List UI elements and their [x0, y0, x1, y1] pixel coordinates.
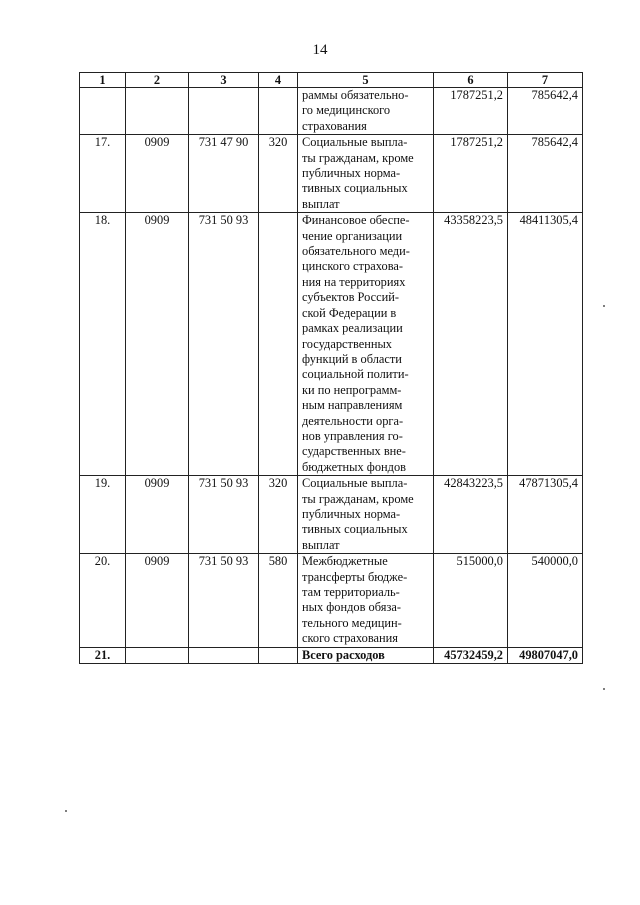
- item-name-cell: [298, 88, 434, 135]
- item-name-line: ки по непрограмм-: [302, 382, 402, 397]
- expense-type-cell: [259, 88, 298, 135]
- item-name-line: ского страхования: [302, 631, 398, 646]
- item-name-line: Всего расходов: [302, 647, 385, 662]
- item-name-line: го медицинского: [302, 103, 391, 118]
- item-name-line: Финансовое обеспе-: [302, 213, 410, 228]
- table-row: [80, 213, 583, 476]
- target-code-cell: [189, 647, 259, 663]
- amount-col6-cell: 515000,0: [434, 554, 508, 647]
- page-number: 14: [312, 42, 328, 58]
- item-name-line: Межбюджетные: [302, 554, 388, 569]
- item-name-line: выплат: [302, 196, 340, 211]
- item-name-line: ской Федерации в: [302, 305, 397, 320]
- item-name-line: цинского страхова-: [302, 259, 404, 274]
- item-name-line: рамках реализации: [302, 321, 403, 336]
- amount-col6-cell: 42843223,5: [434, 476, 508, 554]
- item-name-line: деятельности орга-: [302, 413, 404, 428]
- item-name-line: функций в области: [302, 351, 402, 366]
- table-row: [80, 554, 583, 647]
- item-name-line: ния на территориях: [302, 274, 406, 289]
- item-name-line: ты гражданам, кроме: [302, 491, 414, 506]
- table-row: [80, 88, 583, 135]
- target-code-cell: 731 50 93: [189, 554, 259, 647]
- item-name-line: сударственных вне-: [302, 444, 406, 459]
- row-number-cell: 19.: [80, 476, 126, 554]
- expense-type-cell: [259, 647, 298, 663]
- table-row: [80, 135, 583, 213]
- row-number-cell: [80, 88, 126, 135]
- section-code-cell: [126, 647, 189, 663]
- item-name-line: трансферты бюдже-: [302, 569, 408, 584]
- table-row: [80, 476, 583, 554]
- item-name-line: обязательного меди-: [302, 244, 410, 259]
- column-header: 4: [259, 73, 298, 88]
- section-code-cell: 0909: [126, 135, 189, 213]
- item-name-line: тельного медицин-: [302, 615, 402, 630]
- item-name-line: публичных норма-: [302, 166, 401, 181]
- amount-col7-cell: 785642,4: [508, 88, 583, 135]
- target-code-cell: 731 50 93: [189, 213, 259, 476]
- scan-speck: [65, 810, 67, 812]
- row-number-cell: 20.: [80, 554, 126, 647]
- item-name-cell: [298, 554, 434, 647]
- expenditure-table: [79, 72, 583, 664]
- item-name-line: бюджетных фондов: [302, 459, 407, 474]
- item-name-line: ты гражданам, кроме: [302, 150, 414, 165]
- item-name-cell: [298, 213, 434, 476]
- item-name-line: чение организации: [302, 228, 403, 243]
- item-name-line: Социальные выпла-: [302, 476, 408, 491]
- item-name-cell: [298, 647, 434, 663]
- item-name-line: раммы обязательно-: [302, 88, 409, 102]
- column-header: 2: [126, 73, 189, 88]
- expense-type-cell: [259, 213, 298, 476]
- section-code-cell: 0909: [126, 476, 189, 554]
- target-code-cell: [189, 88, 259, 135]
- item-name-cell: [298, 135, 434, 213]
- expense-type-cell: 580: [259, 554, 298, 647]
- amount-col7-cell: 48411305,4: [508, 213, 583, 476]
- expense-type-cell: 320: [259, 135, 298, 213]
- item-name-line: ным направлениям: [302, 398, 403, 413]
- amount-col7-cell: 49807047,0: [508, 647, 583, 663]
- item-name-cell: [298, 476, 434, 554]
- total-row: [80, 647, 583, 663]
- target-code-cell: 731 47 90: [189, 135, 259, 213]
- item-name-line: нов управления го-: [302, 428, 403, 443]
- item-name-line: тивных социальных: [302, 181, 408, 196]
- item-name-line: публичных норма-: [302, 506, 401, 521]
- item-name-line: социальной полити-: [302, 367, 409, 382]
- item-name-line: выплат: [302, 537, 340, 552]
- amount-col7-cell: 540000,0: [508, 554, 583, 647]
- row-number-cell: 21.: [80, 647, 126, 663]
- section-code-cell: [126, 88, 189, 135]
- item-name-line: Социальные выпла-: [302, 135, 408, 150]
- item-name-line: субъектов Россий-: [302, 290, 399, 305]
- column-header: 6: [434, 73, 508, 88]
- expense-type-cell: 320: [259, 476, 298, 554]
- column-header: 3: [189, 73, 259, 88]
- table-header-row: [80, 73, 583, 88]
- item-name-line: там территориаль-: [302, 585, 400, 599]
- item-name-line: страхования: [302, 118, 367, 133]
- scan-speck: [603, 688, 605, 690]
- section-code-cell: 0909: [126, 213, 189, 476]
- amount-col6-cell: 1787251,2: [434, 135, 508, 213]
- column-header: 1: [80, 73, 126, 88]
- amount-col6-cell: 1787251,2: [434, 88, 508, 135]
- amount-col7-cell: 47871305,4: [508, 476, 583, 554]
- column-header: 5: [298, 73, 434, 88]
- item-name-line: тивных социальных: [302, 522, 408, 537]
- column-header: 7: [508, 73, 583, 88]
- amount-col6-cell: 45732459,2: [434, 647, 508, 663]
- section-code-cell: 0909: [126, 554, 189, 647]
- amount-col7-cell: 785642,4: [508, 135, 583, 213]
- row-number-cell: 17.: [80, 135, 126, 213]
- amount-col6-cell: 43358223,5: [434, 213, 508, 476]
- target-code-cell: 731 50 93: [189, 476, 259, 554]
- item-name-line: ных фондов обяза-: [302, 600, 401, 615]
- row-number-cell: 18.: [80, 213, 126, 476]
- item-name-line: государственных: [302, 336, 393, 351]
- scan-speck: [603, 305, 605, 307]
